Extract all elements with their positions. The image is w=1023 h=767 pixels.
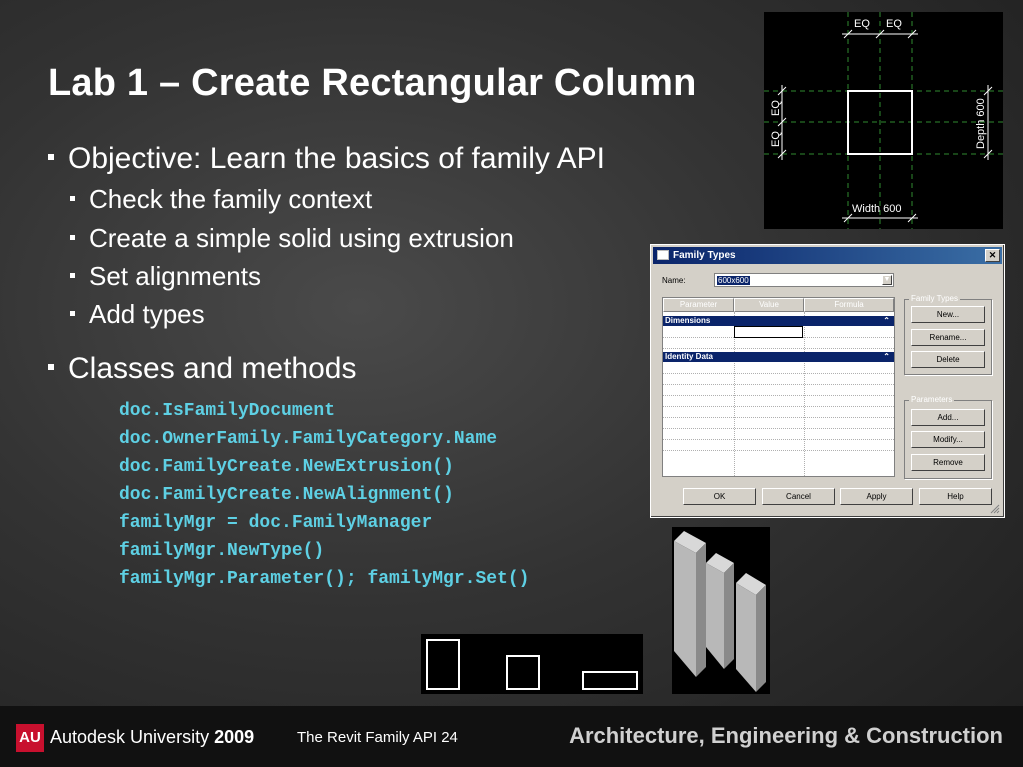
cancel-button[interactable]: Cancel [762, 488, 835, 505]
table-row[interactable] [663, 338, 894, 349]
code-line: doc.FamilyCreate.NewExtrusion() [119, 457, 454, 477]
param-formula[interactable]: = [805, 418, 810, 427]
param-value[interactable]: 600.0 [736, 338, 757, 347]
remove-parameter-button[interactable]: Remove [911, 454, 985, 471]
window-icon [657, 250, 669, 260]
section-label: Identity Data [665, 352, 714, 361]
bullet-objective-text: Objective: Learn the basics of family API [68, 142, 605, 175]
bullet-classes [48, 352, 357, 386]
help-button[interactable]: Help [919, 488, 992, 505]
param-name: Keynote [665, 363, 695, 372]
type-name-value: 600x600 [718, 276, 749, 285]
sub-bullet [70, 299, 205, 330]
brand-year: 2009 [214, 727, 255, 747]
table-row[interactable] [663, 407, 894, 418]
dialog-title: Family Types [673, 250, 736, 261]
param-formula[interactable]: = [805, 396, 810, 405]
column-plan-types-image [421, 634, 643, 694]
table-row[interactable] [663, 327, 894, 338]
code-line: familyMgr = doc.FamilyManager [119, 513, 433, 533]
code-line: familyMgr.NewType() [119, 541, 325, 561]
param-name: Manufacturer [665, 385, 713, 394]
code-line: doc.FamilyCreate.NewAlignment() [119, 485, 454, 505]
param-name: Width [665, 338, 686, 347]
collapse-icon[interactable]: ⌃ [883, 316, 890, 325]
param-formula[interactable]: = [805, 440, 810, 449]
name-label: Name: [662, 276, 686, 285]
dim-eq-top: EQ [886, 18, 902, 30]
section-dimensions[interactable] [663, 316, 894, 326]
parameter-grid [662, 297, 895, 477]
table-row[interactable] [663, 429, 894, 440]
type-name-select[interactable] [714, 273, 894, 287]
dim-eq-left: EQ [770, 100, 782, 116]
sub-bullet-text: Set alignments [89, 261, 261, 291]
param-formula[interactable]: = [805, 338, 810, 347]
param-formula[interactable]: = [805, 327, 810, 336]
table-row[interactable] [663, 363, 894, 374]
table-row[interactable] [663, 385, 894, 396]
resize-grip-icon[interactable] [989, 503, 1000, 514]
table-row[interactable] [663, 418, 894, 429]
param-name: Description [665, 418, 706, 427]
collapse-icon[interactable]: ⌃ [883, 352, 890, 361]
sub-bullet [70, 223, 514, 254]
table-row[interactable] [663, 396, 894, 407]
column-header-parameter[interactable]: Parameter [663, 298, 734, 312]
dim-depth-label: Depth 600 [975, 98, 987, 149]
dialog-title-bar[interactable] [653, 247, 1002, 264]
sub-bullet-text: Check the family context [89, 184, 373, 214]
code-line: doc.OwnerFamily.FamilyCategory.Name [119, 429, 498, 449]
modify-parameter-button[interactable]: Modify... [911, 431, 985, 448]
plan-view-drawing [764, 12, 1003, 229]
dim-eq-top: EQ [854, 18, 870, 30]
brand-text [50, 727, 254, 748]
code-line: familyMgr.Parameter(); familyMgr.Set() [119, 569, 530, 589]
param-name: URL [665, 407, 682, 416]
section-identity-data[interactable] [663, 352, 894, 362]
au-logo: AU [16, 724, 44, 752]
code-line: doc.IsFamilyDocument [119, 401, 336, 421]
group-label: Parameters [911, 395, 953, 404]
param-formula[interactable]: = [805, 429, 810, 438]
delete-type-button[interactable]: Delete [911, 351, 985, 368]
param-name: Cost [665, 440, 682, 449]
footer-track-title: Architecture, Engineering & Construction [569, 723, 1003, 748]
sub-bullet [70, 184, 372, 215]
param-formula[interactable]: = [805, 385, 810, 394]
brand-name: Autodesk University [50, 727, 210, 747]
chevron-down-icon[interactable]: ▼ [883, 276, 891, 283]
add-parameter-button[interactable]: Add... [911, 409, 985, 426]
sub-bullet [70, 261, 261, 292]
ok-button[interactable]: OK [683, 488, 756, 505]
column-header-formula[interactable]: Formula [804, 298, 894, 312]
slide-title: Lab 1 – Create Rectangular Column [48, 62, 697, 104]
close-icon[interactable]: ✕ [985, 249, 1000, 262]
sub-bullet-text: Add types [89, 299, 205, 329]
dim-width-label: Width 600 [852, 203, 902, 215]
bullet-classes-text: Classes and methods [68, 352, 357, 385]
rename-type-button[interactable]: Rename... [911, 329, 985, 346]
bullet-objective [48, 142, 605, 176]
param-name: Model [665, 374, 687, 383]
param-name: Type Comments [665, 396, 724, 405]
group-label: Family Types [911, 294, 958, 303]
param-name: Depth [665, 327, 687, 336]
sub-bullet-text: Create a simple solid using extrusion [89, 223, 514, 253]
table-row[interactable] [663, 440, 894, 451]
param-formula[interactable]: = [805, 407, 810, 416]
param-value-input[interactable]: 600.0 [734, 326, 803, 338]
apply-button[interactable]: Apply [840, 488, 913, 505]
param-name: Assembly Code [665, 429, 722, 438]
column-header-value[interactable]: Value [734, 298, 804, 312]
column-3d-view-image [672, 527, 770, 694]
param-formula[interactable]: = [805, 374, 810, 383]
footer-slide-info: The Revit Family API 24 [297, 729, 458, 746]
section-label: Dimensions [665, 316, 711, 325]
new-type-button[interactable]: New... [911, 306, 985, 323]
dim-eq-left: EQ [770, 131, 782, 147]
param-formula[interactable]: = [805, 363, 810, 372]
table-row[interactable] [663, 374, 894, 385]
